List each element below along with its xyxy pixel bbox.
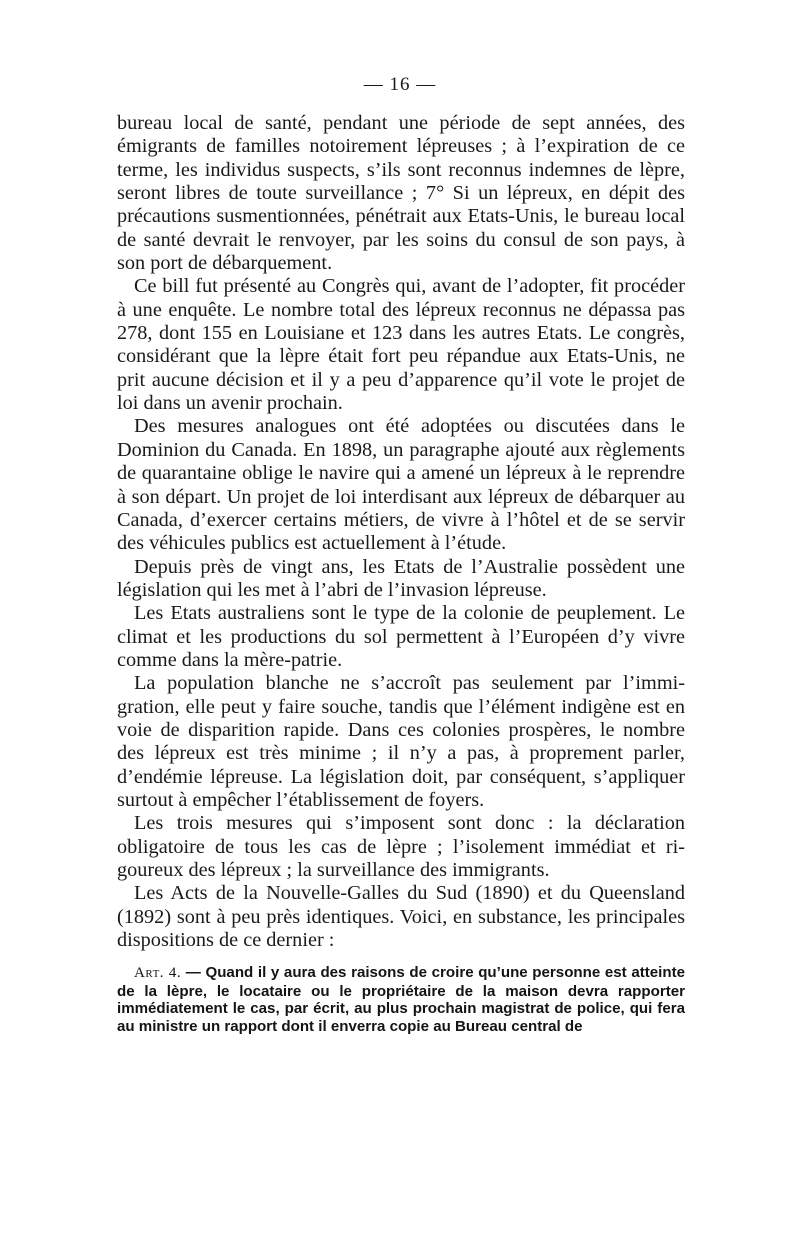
paragraph: La population blanche ne s’accroît pas seulement par l’immigration, elle peut y faire souche, tandis que l’élément indigène est en voie de disparition rapide. Dans ces colonies prospères, le nombre des lépreux est très minime ; il n’y a pas, à proprement parler, d’endémie lépreuse. La législation doit, par conséquent, s’appliquer surtout à empêcher l’établissement de foyers. [117, 672, 685, 811]
paragraph: Depuis près de vingt ans, les Etats de l’Australie possèdent une législation qui les met à l’abri de l’invasion lépreuse. [117, 555, 685, 601]
body-text [117, 112, 685, 1035]
page-number: — 16 — [363, 74, 437, 95]
article-excerpt [117, 964, 685, 1035]
paragraph: Les trois mesures qui s’imposent sont donc : la déclaration obligatoire de tous les cas de lèpre ; l’isolement immédiat et rigoureux des lépreux ; la surveillance des immigrants. [117, 812, 685, 881]
paragraph: Les Etats australiens sont le type de la colonie de peuplement. Le climat et les productions du sol permettent à l’Européen d’y vivre comme dans la mère-patrie. [117, 602, 685, 671]
paragraph: Ce bill fut présenté au Congrès qui, avant de l’adopter, fit procéder à une enquête. Le nombre total des lépreux reconnus ne dépassa pas 278, dont 155 en Louisiane et 123 dans les autres Etats. Le congrès, considérant que la lèpre était fort peu répandue aux Etats-Unis, ne prit aucune décision et il y a peu d’apparence qu’il vote le projet de loi dans un avenir prochain. [117, 275, 685, 415]
paragraph: Des mesures analogues ont été adoptées ou discutées dans le Dominion du Canada. En 1898, un paragraphe ajouté aux règlements de quarantaine oblige le navire qui a amené un lépreux à le reprendre à son départ. Un projet de loi interdisant aux lépreux de débarquer au Canada, d’exercer certains métiers, de vivre à l’hôtel et de se servir des véhicules publics est actuellement à l’étude. [117, 415, 685, 555]
article-text: — Quand il y aura des raisons de croire qu’une personne est atteinte de la lèpre, le locataire ou le propriétaire de la maison devra rapporter immédiatement le cas, par écrit, au plus prochain magistrat de police, qui fera au ministre un rapport dont il enverra copie au Bureau central de [117, 964, 685, 1035]
paragraph: Les Acts de la Nouvelle-Galles du Sud (1890) et du Queensland (1892) sont à peu près identiques. Voici, en substance, les principales dispositions de ce dernier : [117, 882, 685, 952]
article-label: Art. 4. [134, 965, 182, 982]
paragraph: bureau local de santé, pendant une période de sept années, des émigrants de familles notoirement lépreuses ; à l’expiration de ce terme, les individus suspects, s’ils sont reconnus indemnes de lèpre, seront libres de toute surveillance ; 7° Si un lépreux, en dépit des précautions susmentionnées, pénétrait aux Etats-Unis, le bureau local de santé devrait le renvoyer, par les soins du consul de son pays, à son port de débarquement. [117, 112, 685, 275]
